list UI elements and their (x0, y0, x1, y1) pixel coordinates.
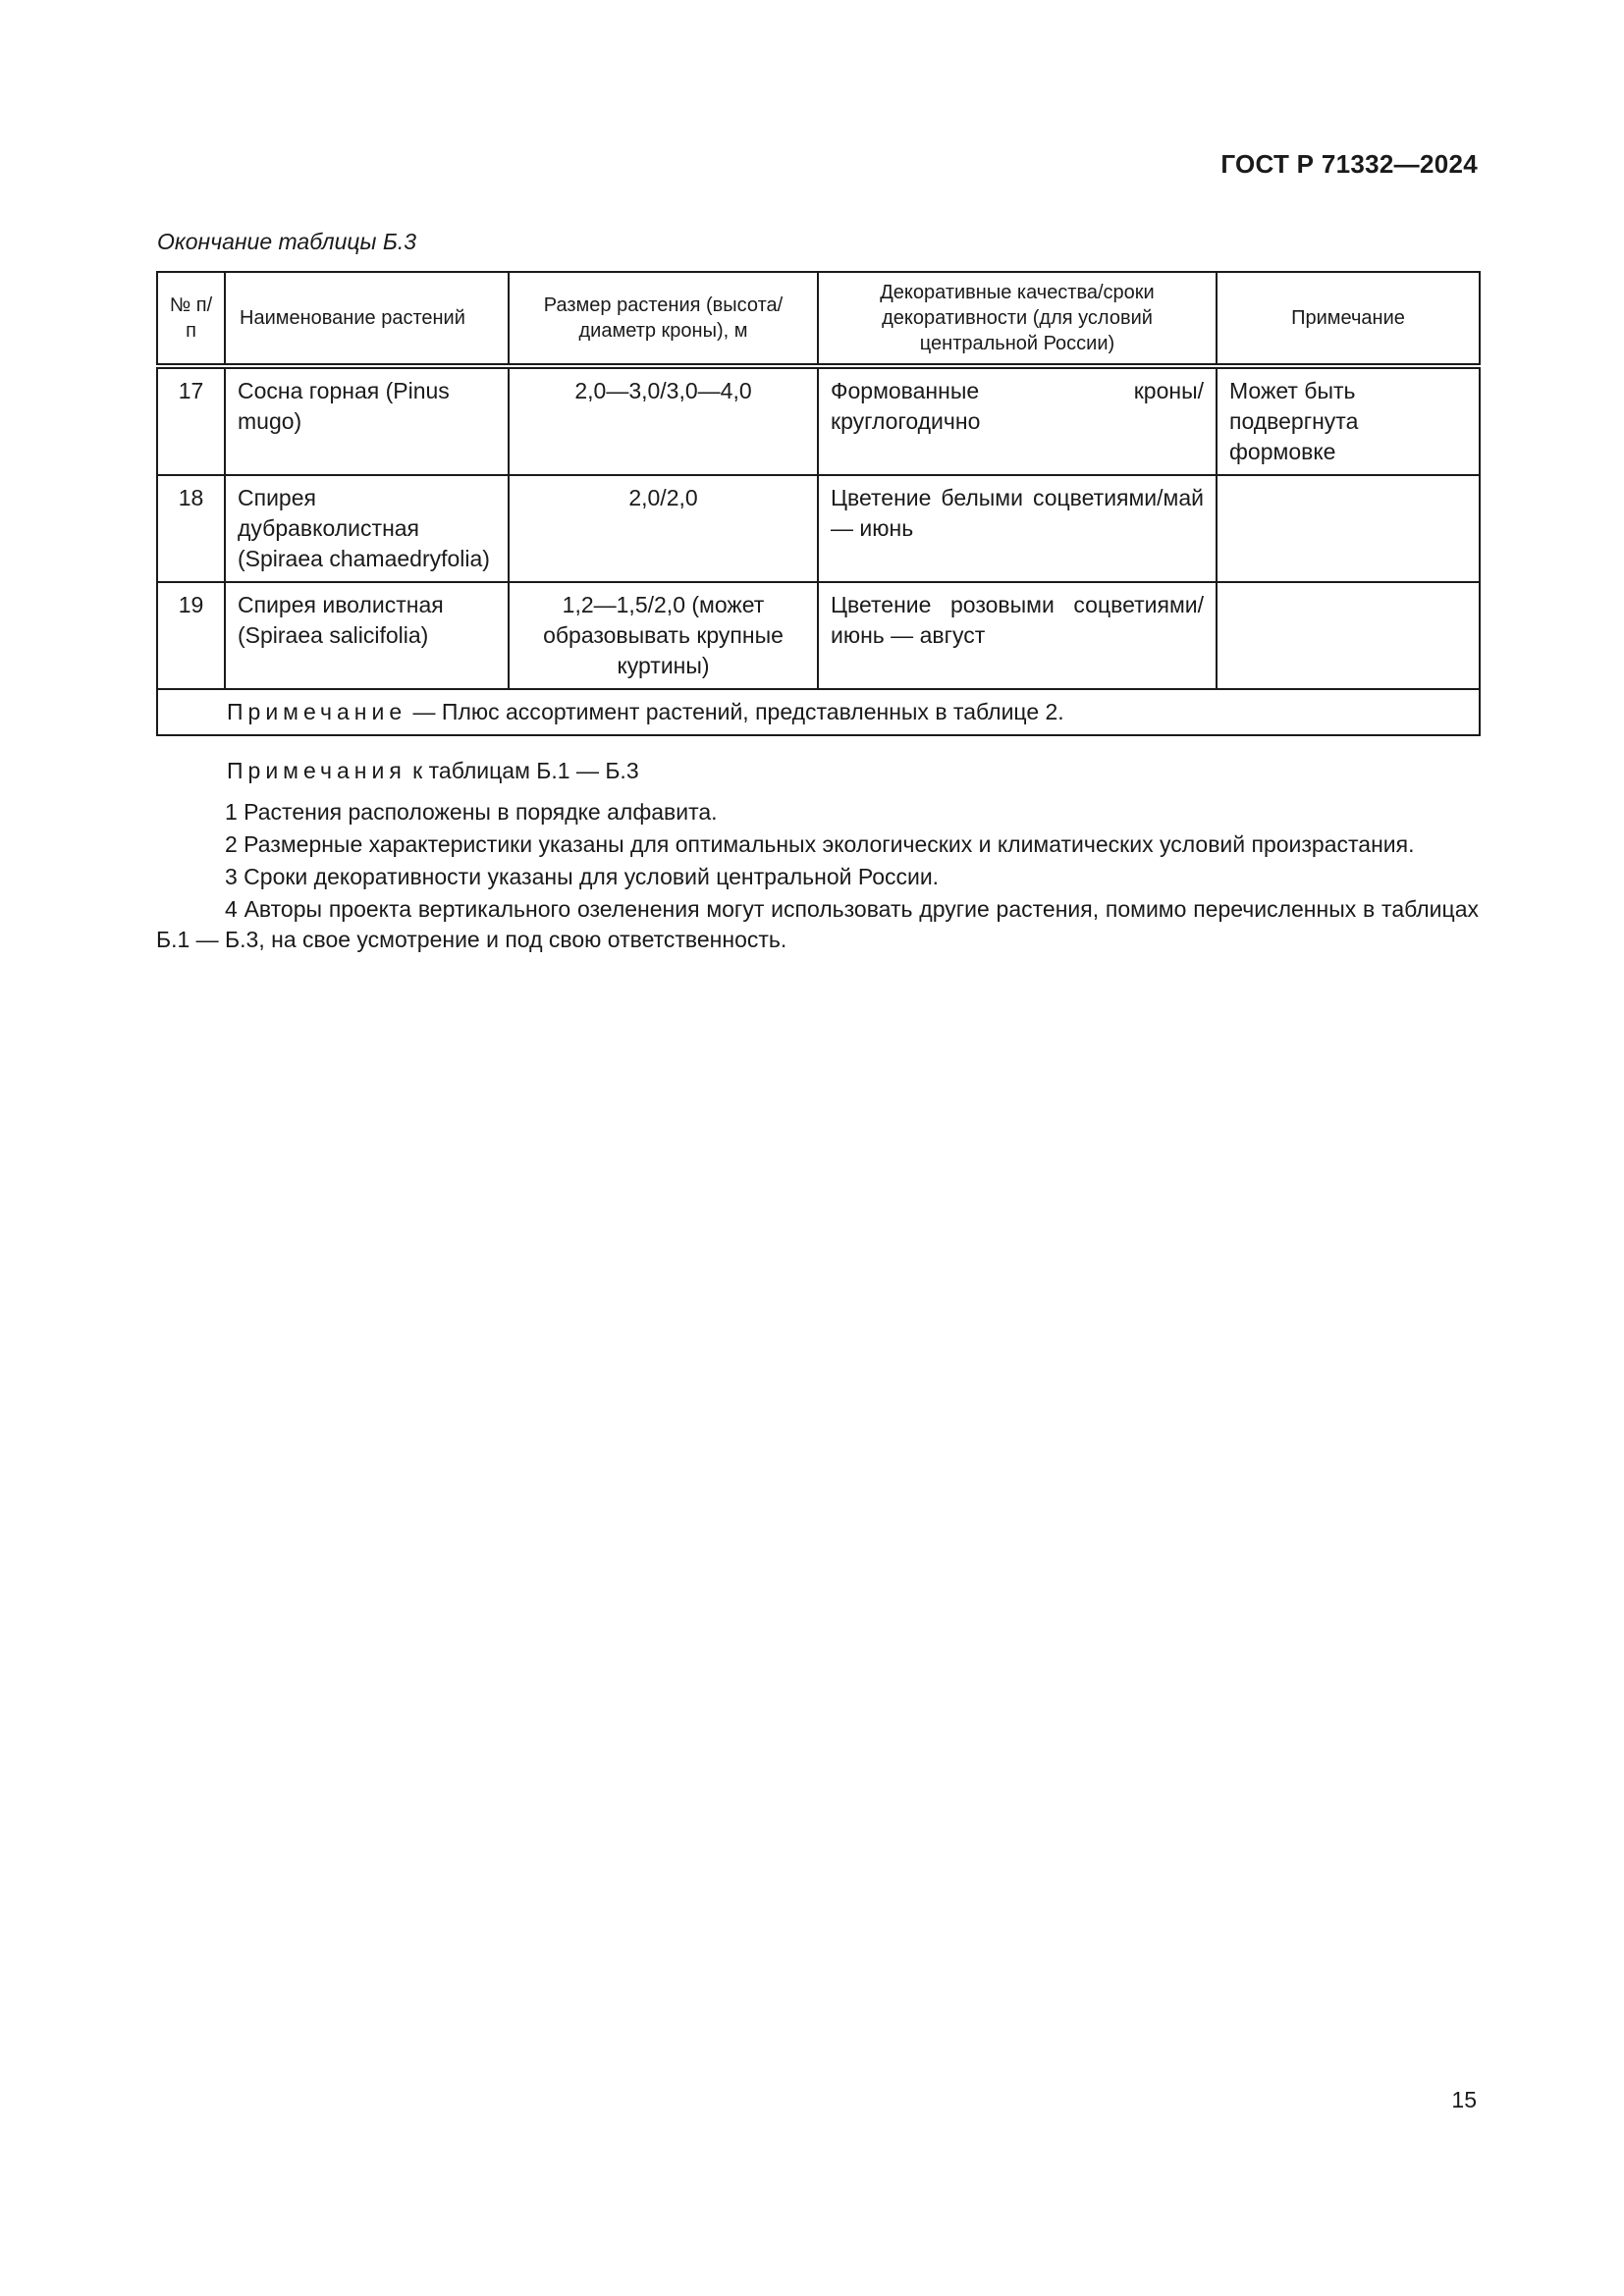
col-header-number: № п/п (157, 272, 225, 366)
cell-decor: Цветение белыми соцветиями/май — июнь (818, 475, 1217, 582)
cell-size: 1,2—1,5/2,0 (может образовывать крупные куртины) (509, 582, 818, 689)
cell-size: 2,0/2,0 (509, 475, 818, 582)
note-item: 4 Авторы проекта вертикального озеленения могут использовать другие растения, помимо перечисленных в таблицах Б.1 — Б.3, на свое усмотрение и под свою ответственность. (156, 896, 1479, 952)
cell-number: 18 (157, 475, 225, 582)
note-item: 1 Растения расположены в порядке алфавита. (225, 799, 718, 825)
table-footnote-label: Примечание (227, 699, 407, 724)
notes-label-suffix: к таблицам Б.1 — Б.3 (406, 758, 639, 783)
col-header-name: Наименование растений (225, 272, 509, 366)
table-row (157, 582, 1480, 689)
notes-label: Примечания (227, 758, 406, 783)
table-footnote-text: — Плюс ассортимент растений, представленных в таблице 2. (406, 699, 1064, 724)
cell-name: Спирея дубравколистная (Spiraea chamaedryfolia) (225, 475, 509, 582)
table-row (157, 366, 1480, 475)
cell-name: Сосна горная (Pinus mugo) (225, 366, 509, 475)
note-item: 3 Сроки декоративности указаны для условий центральной России. (225, 864, 940, 889)
plants-table (156, 271, 1481, 736)
cell-number: 19 (157, 582, 225, 689)
document-code: ГОСТ Р 71332—2024 (1220, 149, 1478, 179)
note-item: 2 Размерные характеристики указаны для оптимальных экологических и климатических условий произрастания. (225, 831, 1415, 857)
cell-note (1217, 475, 1480, 582)
cell-decor: Формованные кроны/круглогодично (818, 366, 1217, 475)
table-header-row (157, 272, 1480, 366)
table-caption: Окончание таблицы Б.3 (157, 229, 417, 254)
cell-note (1217, 582, 1480, 689)
notes-heading (156, 756, 1479, 786)
col-header-note: Примечание (1217, 272, 1480, 366)
col-header-size: Размер растения (высота/диаметр кроны), м (509, 272, 818, 366)
col-header-decor: Декоративные качества/сроки декоративности (для условий центральной России) (818, 272, 1217, 366)
page-number: 15 (1451, 2087, 1477, 2112)
cell-number: 17 (157, 366, 225, 475)
cell-name: Спирея иволистная (Spiraea salicifolia) (225, 582, 509, 689)
table-footnote (157, 689, 1480, 735)
table-row (157, 475, 1480, 582)
table-footnote-row (157, 689, 1480, 735)
cell-size: 2,0—3,0/3,0—4,0 (509, 366, 818, 475)
cell-decor: Цветение розовыми соцветиями/июнь — август (818, 582, 1217, 689)
notes-section (156, 756, 1479, 955)
cell-note: Может быть подвергнута формовке (1217, 366, 1480, 475)
